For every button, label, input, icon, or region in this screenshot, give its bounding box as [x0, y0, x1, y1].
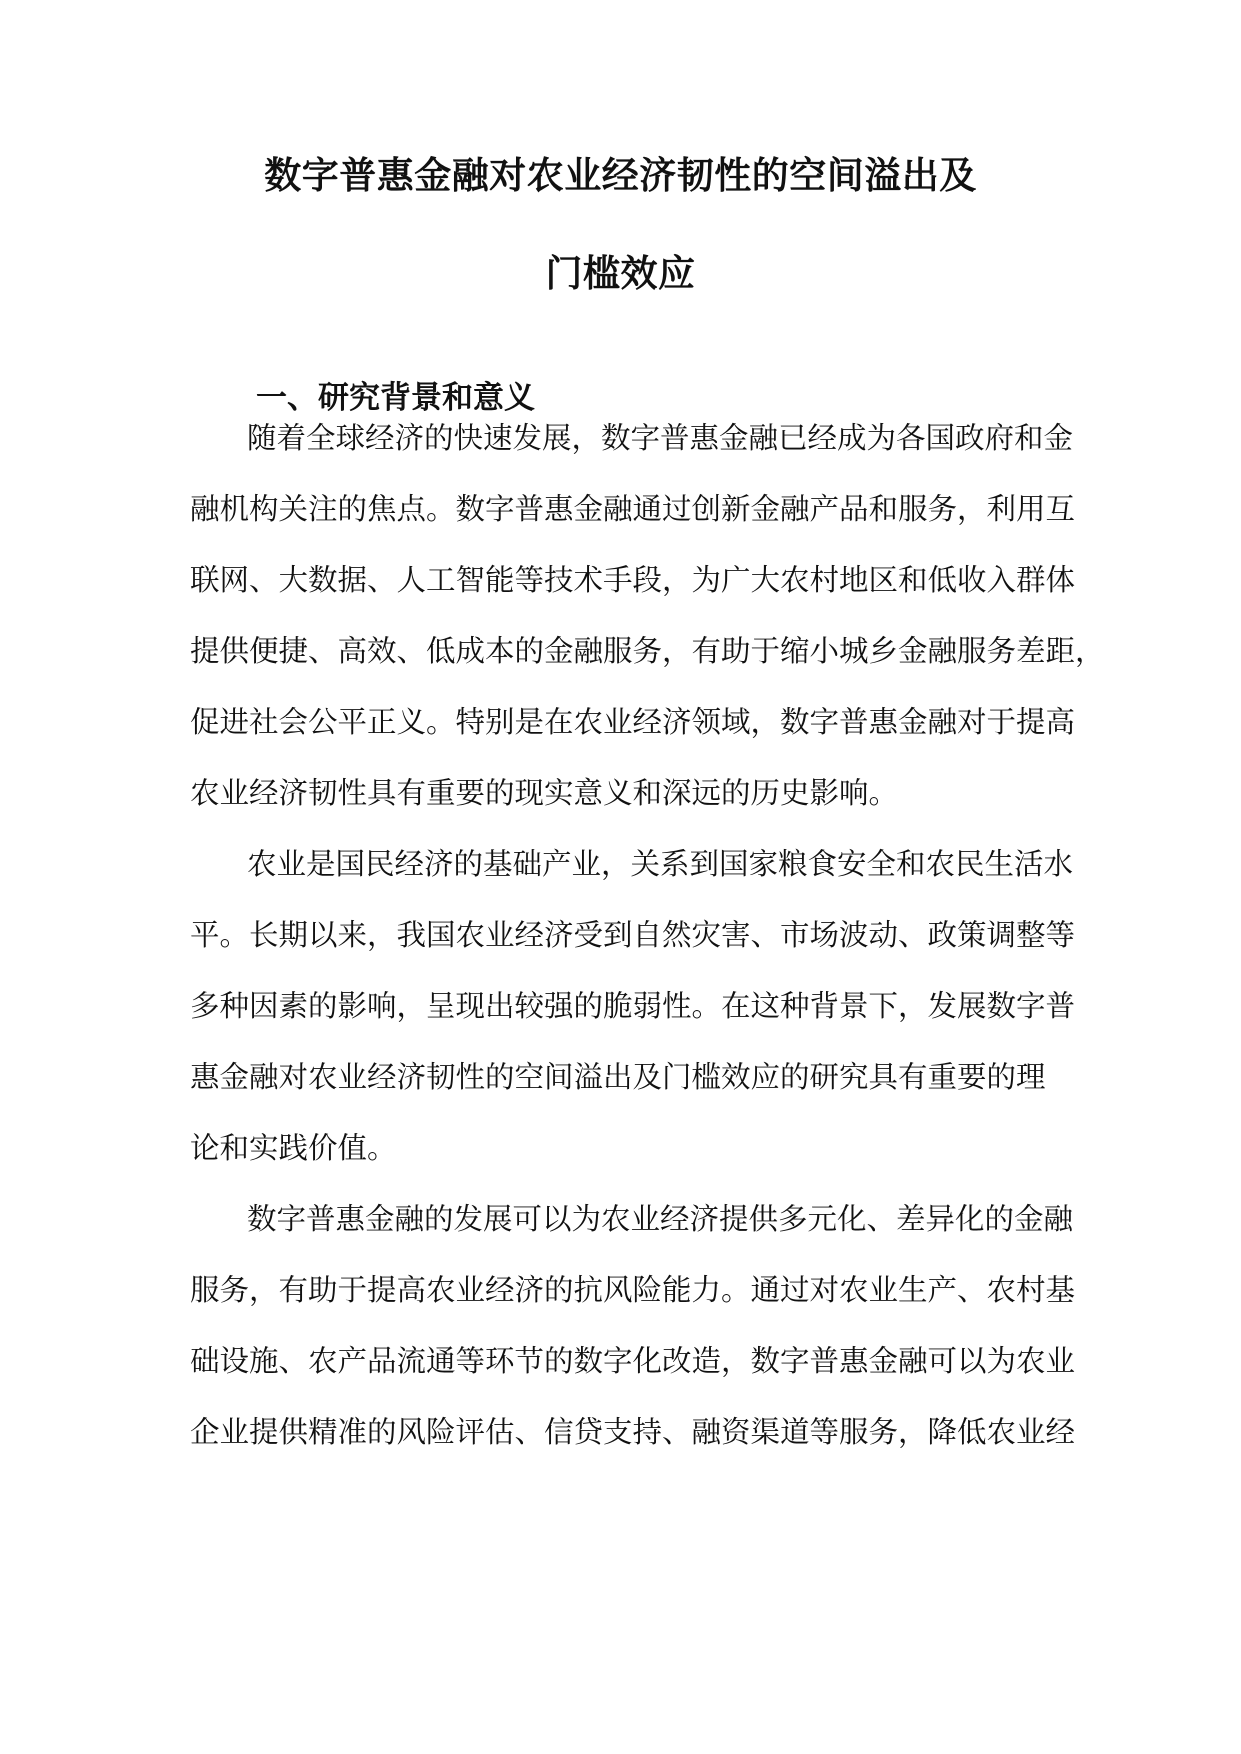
paragraph-line: 促进社会公平正义。特别是在农业经济领域，数字普惠金融对于提高 — [190, 705, 1076, 739]
document-title-line-1: 数字普惠金融对农业经济韧性的空间溢出及 — [264, 154, 977, 197]
paragraph-line: 论和实践价值。 — [190, 1131, 397, 1165]
paragraph-line: 服务，有助于提高农业经济的抗风险能力。通过对农业生产、农村基 — [190, 1273, 1076, 1307]
paragraph-line: 农业是国民经济的基础产业，关系到国家粮食安全和农民生活水 — [247, 847, 1074, 881]
paragraph-line: 提供便捷、高效、低成本的金融服务，有助于缩小城乡金融服务差距， — [190, 634, 1105, 668]
paragraph-line: 联网、大数据、人工智能等技术手段，为广大农村地区和低收入群体 — [190, 563, 1076, 597]
paragraph-line: 平。长期以来，我国农业经济受到自然灾害、市场波动、政策调整等 — [190, 918, 1076, 952]
paragraph-line: 企业提供精准的风险评估、信贷支持、融资渠道等服务，降低农业经 — [190, 1415, 1076, 1449]
paragraph-line: 随着全球经济的快速发展，数字普惠金融已经成为各国政府和金 — [247, 421, 1074, 455]
section-heading: 一、研究背景和意义 — [256, 380, 535, 416]
paragraph-line: 惠金融对农业经济韧性的空间溢出及门槛效应的研究具有重要的理 — [190, 1060, 1046, 1094]
paragraph-line: 数字普惠金融的发展可以为农业经济提供多元化、差异化的金融 — [247, 1202, 1074, 1236]
document-title-line-2: 门槛效应 — [545, 252, 696, 295]
paragraph-line: 农业经济韧性具有重要的现实意义和深远的历史影响。 — [190, 776, 899, 810]
paragraph-line: 多种因素的影响，呈现出较强的脆弱性。在这种背景下，发展数字普 — [190, 989, 1076, 1023]
paragraph-line: 融机构关注的焦点。数字普惠金融通过创新金融产品和服务，利用互 — [190, 492, 1076, 526]
paragraph-line: 础设施、农产品流通等环节的数字化改造，数字普惠金融可以为农业 — [190, 1344, 1076, 1378]
